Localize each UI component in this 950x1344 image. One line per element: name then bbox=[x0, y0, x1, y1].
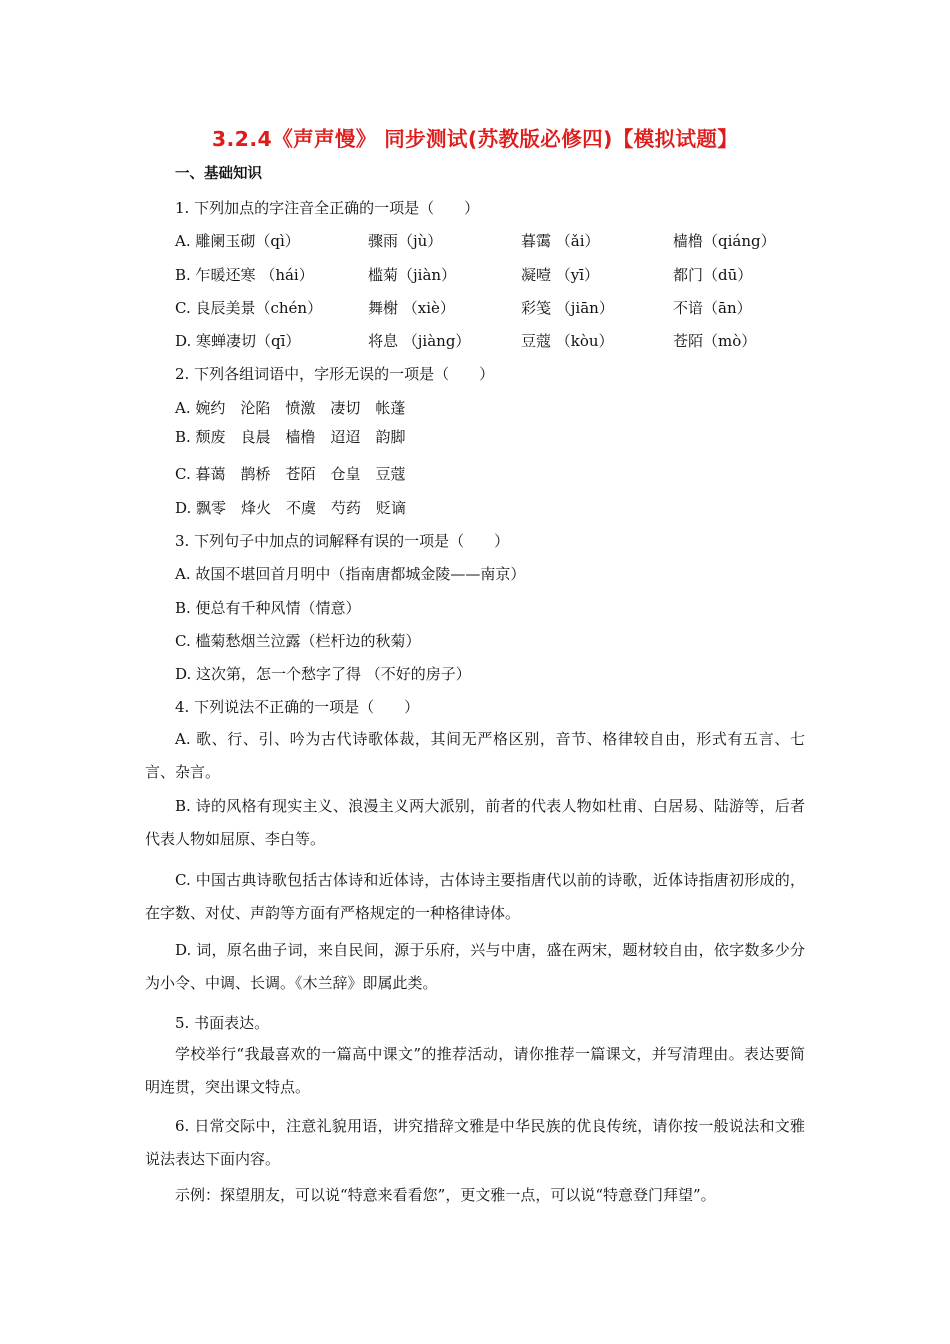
q3-option-d: D. 这次第，怎一个愁字了得 （不好的房子） bbox=[175, 665, 471, 683]
q2-option-a: A. 婉约 沦陷 愤激 凄切 帐蓬 bbox=[175, 399, 406, 417]
q1-option-b-3: 凝噎 （yī） bbox=[521, 266, 600, 284]
q1-option-d-2: 将息 （jiàng） bbox=[368, 332, 471, 350]
q1-option-c-3: 彩笺 （jiān） bbox=[521, 299, 614, 317]
q4-option-d: D. 词，原名曲子词，来自民间，源于乐府，兴与中唐，盛在两宋，题材较自由，依字数多少分为小令、中调、长调。《木兰辞》即属此类。 bbox=[145, 941, 805, 992]
q5-stem: 5. 书面表达。 bbox=[175, 1014, 270, 1032]
q2-option-d: D. 飘零 烽火 不虞 芍药 贬谪 bbox=[175, 499, 407, 517]
q4-option-c: C. 中国古典诗歌包括古体诗和近体诗，古体诗主要指唐代以前的诗歌，近体诗指唐初形成的，在字数、对仗、声韵等方面有严格规定的一种格律诗体。 bbox=[145, 871, 805, 922]
q2-stem: 2. 下列各组词语中，字形无误的一项是（ ） bbox=[175, 365, 495, 383]
q5-body: 学校举行“我最喜欢的一篇高中课文”的推荐活动，请你推荐一篇课文，并写清理由。表达要简明连贯，突出课文特点。 bbox=[145, 1045, 805, 1096]
q3-option-b: B. 便总有千种风情（情意） bbox=[175, 599, 361, 617]
q1-option-c-4: 不谙（ān） bbox=[673, 299, 752, 317]
q1-option-d-1: D. 寒蝉凄切（qī） bbox=[175, 332, 301, 350]
q6-example: 示例：探望朋友，可以说“特意来看看您”，更文雅一点，可以说“特意登门拜望”。 bbox=[175, 1186, 716, 1204]
q1-option-b-1: B. 乍暖还寒 （hái） bbox=[175, 266, 314, 284]
q3-stem: 3. 下列句子中加点的词解释有误的一项是（ ） bbox=[175, 532, 510, 550]
q4-option-a: A. 歌、行、引、吟为古代诗歌体裁，其间无严格区别，音节、格律较自由，形式有五言、七言、杂言。 bbox=[145, 730, 805, 781]
q1-option-d-4: 苍陌（mò） bbox=[673, 332, 757, 350]
section-heading: 一、基础知识 bbox=[175, 166, 262, 182]
q2-option-c: C. 暮蔼 鹊桥 苍陌 仓皇 豆蔻 bbox=[175, 465, 406, 483]
q1-option-a-4: 樯橹（qiáng） bbox=[673, 232, 776, 250]
q1-option-b-4: 都门（dū） bbox=[673, 266, 753, 284]
q4-option-b: B. 诗的风格有现实主义、浪漫主义两大派别，前者的代表人物如杜甫、白居易、陆游等，后者代表人物如屈原、李白等。 bbox=[145, 797, 805, 848]
q1-option-d-3: 豆蔻 （kòu） bbox=[521, 332, 614, 350]
q1-stem: 1. 下列加点的字注音全正确的一项是（ ） bbox=[175, 199, 480, 217]
q1-option-c-1: C. 良辰美景（chén） bbox=[175, 299, 323, 317]
q6-stem: 6. 日常交际中，注意礼貌用语，讲究措辞文雅是中华民族的优良传统，请你按一般说法和文雅说法表达下面内容。 bbox=[145, 1117, 805, 1168]
q4-stem: 4. 下列说法不正确的一项是（ ） bbox=[175, 698, 420, 716]
q1-option-c-2: 舞榭 （xiè） bbox=[368, 299, 455, 317]
q1-option-b-2: 槛菊（jiàn） bbox=[368, 266, 457, 284]
q3-option-a: A. 故国不堪回首月明中（指南唐都城金陵——南京） bbox=[175, 565, 526, 583]
q1-option-a-3: 暮霭 （ǎi） bbox=[521, 232, 600, 250]
q1-option-a-1: A. 雕阑玉砌（qì） bbox=[175, 232, 300, 250]
q1-option-a-2: 骤雨（jù） bbox=[368, 232, 443, 250]
q2-option-b: B. 颓废 良晨 樯橹 迢迢 韵脚 bbox=[175, 428, 406, 446]
q3-option-c: C. 槛菊愁烟兰泣露（栏杆边的秋菊） bbox=[175, 632, 421, 650]
page-title: 3.2.4《声声慢》 同步测试(苏教版必修四)【模拟试题】 bbox=[211, 127, 739, 151]
